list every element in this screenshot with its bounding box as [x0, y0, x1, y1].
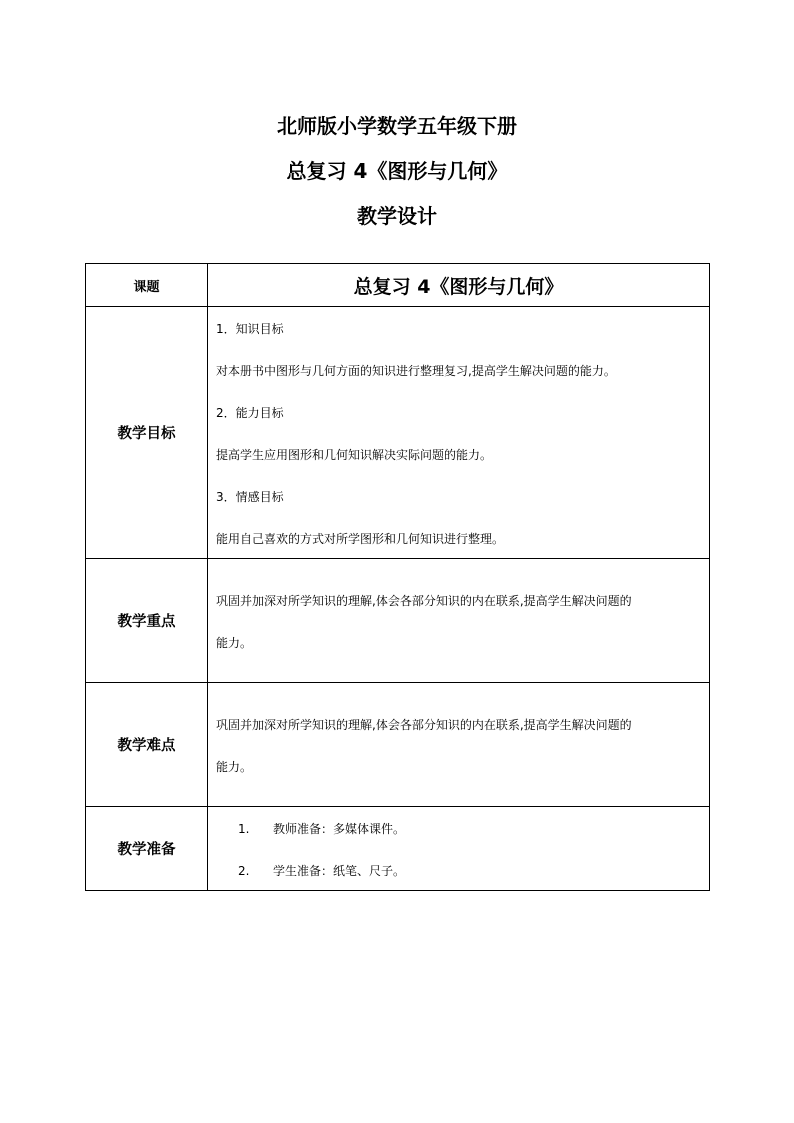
- objective-heading-ability: 2．能力目标: [216, 406, 284, 420]
- label-key-points: 教学重点: [86, 559, 208, 683]
- row-preparation: [86, 807, 710, 891]
- label-topic: 课题: [86, 264, 208, 307]
- difficulties-line2: 能力。: [216, 760, 253, 774]
- objective-text-knowledge: 对本册书中图形与几何方面的知识进行整理复习,提高学生解决问题的能力。: [216, 364, 616, 378]
- objective-heading-knowledge: 1．知识目标: [216, 322, 284, 336]
- document-title: [0, 104, 794, 239]
- key-points-line2: 能力。: [216, 636, 253, 650]
- objectives-content: [208, 307, 710, 559]
- row-key-points: [86, 559, 710, 683]
- difficulties-content: [208, 683, 710, 807]
- title-line-textbook: 北师版小学数学五年级下册: [277, 114, 517, 138]
- list-item-number: 2.: [238, 864, 250, 878]
- label-objectives: 教学目标: [86, 307, 208, 559]
- row-difficulties: [86, 683, 710, 807]
- topic-value: 总复习 4《图形与几何》: [208, 264, 710, 307]
- preparation-content: [208, 807, 710, 891]
- key-points-content: [208, 559, 710, 683]
- key-points-line1: 巩固并加深对所学知识的理解,体会各部分知识的内在联系,提高学生解决问题的: [216, 594, 632, 608]
- difficulties-line1: 巩固并加深对所学知识的理解,体会各部分知识的内在联系,提高学生解决问题的: [216, 718, 632, 732]
- list-item-number: 1.: [238, 822, 250, 836]
- row-objectives: [86, 307, 710, 559]
- title-line-design: 教学设计: [357, 204, 437, 228]
- list-item: [216, 819, 701, 839]
- row-topic: [86, 264, 710, 307]
- label-preparation: 教学准备: [86, 807, 208, 891]
- objective-text-ability: 提高学生应用图形和几何知识解决实际问题的能力。: [216, 448, 493, 462]
- label-difficulties: 教学难点: [86, 683, 208, 807]
- lesson-plan-table: [85, 263, 710, 891]
- title-line-lesson: 总复习 4《图形与几何》: [286, 159, 508, 183]
- list-item: [216, 861, 701, 881]
- list-item-text: 学生准备：纸笔、尺子。: [273, 864, 406, 878]
- objective-text-emotion: 能用自己喜欢的方式对所学图形和几何知识进行整理。: [216, 532, 505, 546]
- list-item-text: 教师准备：多媒体课件。: [273, 822, 406, 836]
- objective-heading-emotion: 3．情感目标: [216, 490, 284, 504]
